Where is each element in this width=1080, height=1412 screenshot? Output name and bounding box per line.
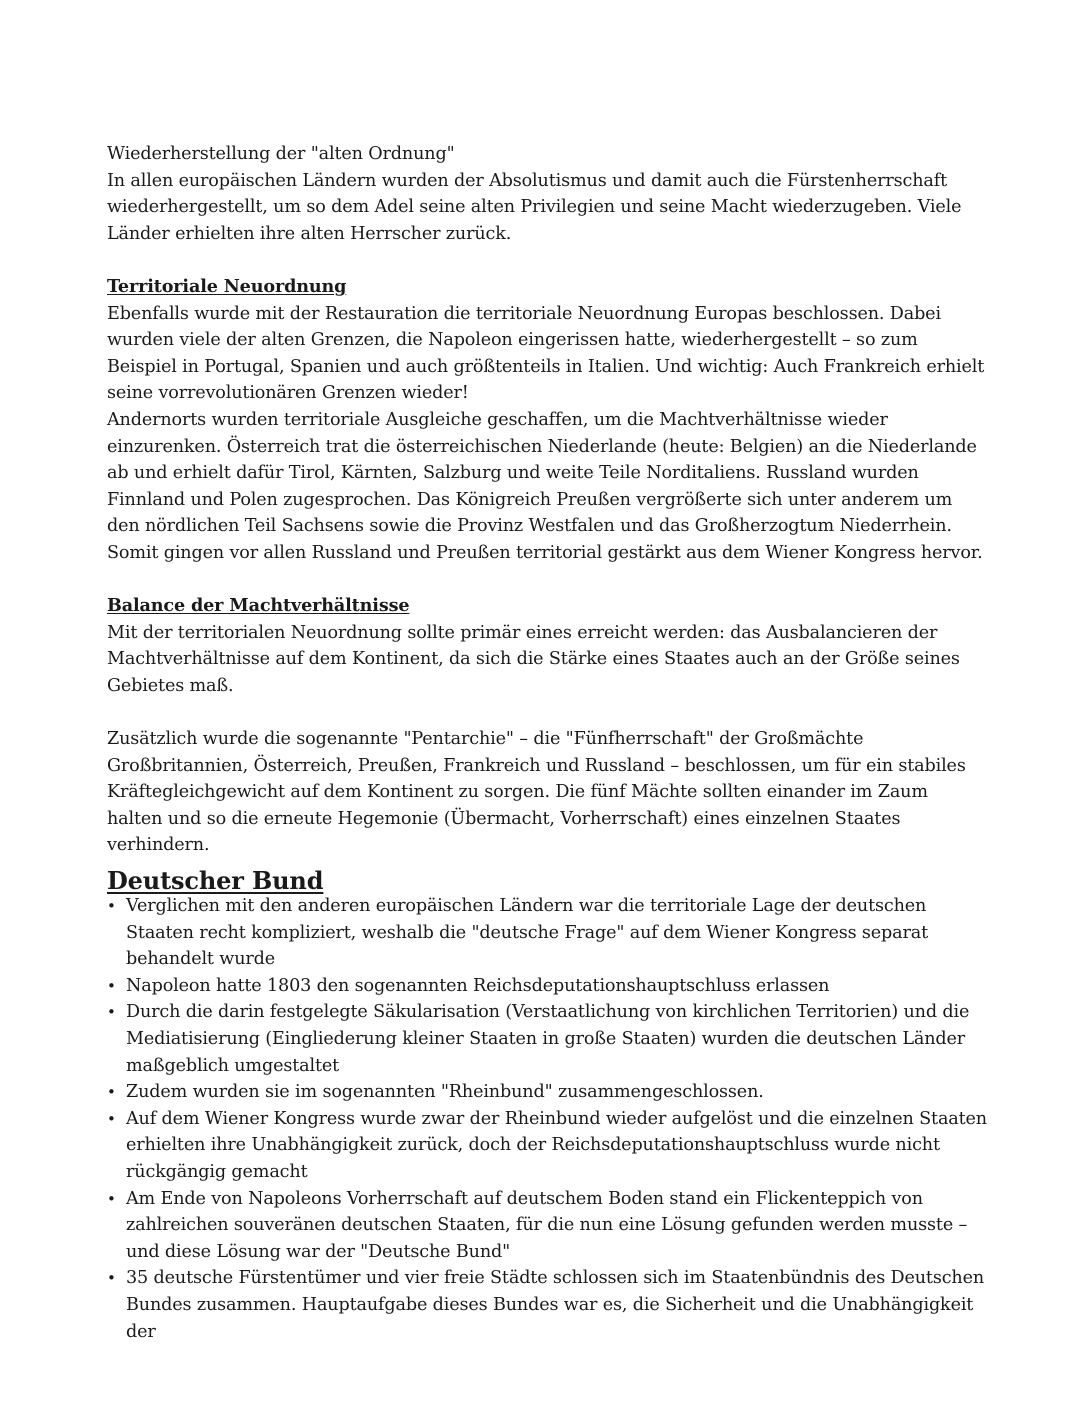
bullet-item: • Verglichen mit den anderen europäischen Ländern war die territoriale Lage der deutschen Staaten recht kompliziert, weshalb die "deutsche Frage" auf dem Wiener Kongress separat behandelt wurde [107,893,987,973]
bullet-item: • 35 deutsche Fürstentümer und vier freie Städte schlossen sich im Staatenbündnis des Deutschen Bundes zusammen. Hauptaufgabe dieses Bundes war es, die Sicherheit und die Unabhängigkeit der [107,1265,987,1345]
bullet-item: • Am Ende von Napoleons Vorherrschaft auf deutschem Boden stand ein Flickenteppich von zahlreichen souveränen deutschen Staaten, für die nun eine Lösung gefunden werden musste – und diese Lösung war der "Deutsche Bund" [107,1186,987,1266]
bund-heading: Deutscher Bund [107,866,324,896]
document-page [107,141,987,1345]
spacer [107,247,987,274]
territorial-paragraph-1: Ebenfalls wurde mit der Restauration die territoriale Neuordnung Europas beschlossen. Dabei wurden viele der alten Grenzen, die Napoleon eingerissen hatte, wiederhergestellt – so zum Beispiel in Portugal, Spanien und auch größtenteils in Italien. Und wichtig: Auch Frankreich erhielt seine vorrevolutionären Grenzen wieder! [107,303,985,404]
bullet-item: • Auf dem Wiener Kongress wurde zwar der Rheinbund wieder aufgelöst und die einzelnen Staaten erhielten ihre Unabhängigkeit zurück, doch der Reichsdeputationshauptschluss wurde nicht rückgängig gemacht [107,1106,987,1186]
intro-paragraph: In allen europäischen Ländern wurden der Absolutismus und damit auch die Fürstenherrschaft wiederhergestellt, um so dem Adel seine alten Privilegien und seine Macht wiederzugeben. Viele Länder erhielten ihre alten Herrscher zurück. [107,170,962,244]
bullet-item: • Zudem wurden sie im sogenannten "Rheinbund" zusammengeschlossen. [107,1079,987,1106]
spacer [107,699,987,726]
balance-paragraph-2: Zusätzlich wurde die sogenannte "Pentarchie" – die "Fünfherrschaft" der Großmächte Großbritannien, Österreich, Preußen, Frankreich und Russland – beschlossen, um für ein stabiles Kräftegleichgewicht auf dem Kontinent zu sorgen. Die fünf Mächte sollten einander im Zaum halten und so die erneute Hegemonie (Übermacht, Vorherrschaft) eines einzelnen Staates verhindern. [107,729,966,856]
territorial-paragraph-2: Andernorts wurden territoriale Ausgleiche geschaffen, um die Machtverhältnisse wieder einzurenken. Österreich trat die österreichischen Niederlande (heute: Belgien) an die Niederlande ab und erhielt dafür Tirol, Kärnten, Salzburg und weite Teile Norditaliens. Russland wurden Finnland und Polen zugesprochen. Das Königreich Preußen vergrößerte sich unter anderem um den nördlichen Teil Sachsens sowie die Provinz Westfalen und das Großherzogtum Niederrhein. Somit gingen vor allen Russland und Preußen territorial gestärkt aus dem Wiener Kongress hervor. [107,409,983,563]
spacer [107,567,987,594]
balance-paragraph-1: Mit der territorialen Neuordnung sollte primär eines erreicht werden: das Ausbalancieren der Machtverhältnisse auf dem Kontinent, da sich die Stärke eines Staates auch an der Größe seines Gebietes maß. [107,622,960,696]
intro-title: Wiederherstellung der "alten Ordnung" [107,144,455,164]
bund-bullet-list [107,893,987,1345]
bullet-item: • Napoleon hatte 1803 den sogenannten Reichsdeputationshauptschluss erlassen [107,973,987,1000]
balance-heading: Balance der Machtverhältnisse [107,595,410,617]
bullet-item: • Durch die darin festgelegte Säkularisation (Verstaatlichung von kirchlichen Territorien) und die Mediatisierung (Eingliederung kleiner Staaten in große Staaten) wurden die deutschen Länder maßgeblich umgestaltet [107,999,987,1079]
territorial-heading: Territoriale Neuordnung [107,275,347,297]
